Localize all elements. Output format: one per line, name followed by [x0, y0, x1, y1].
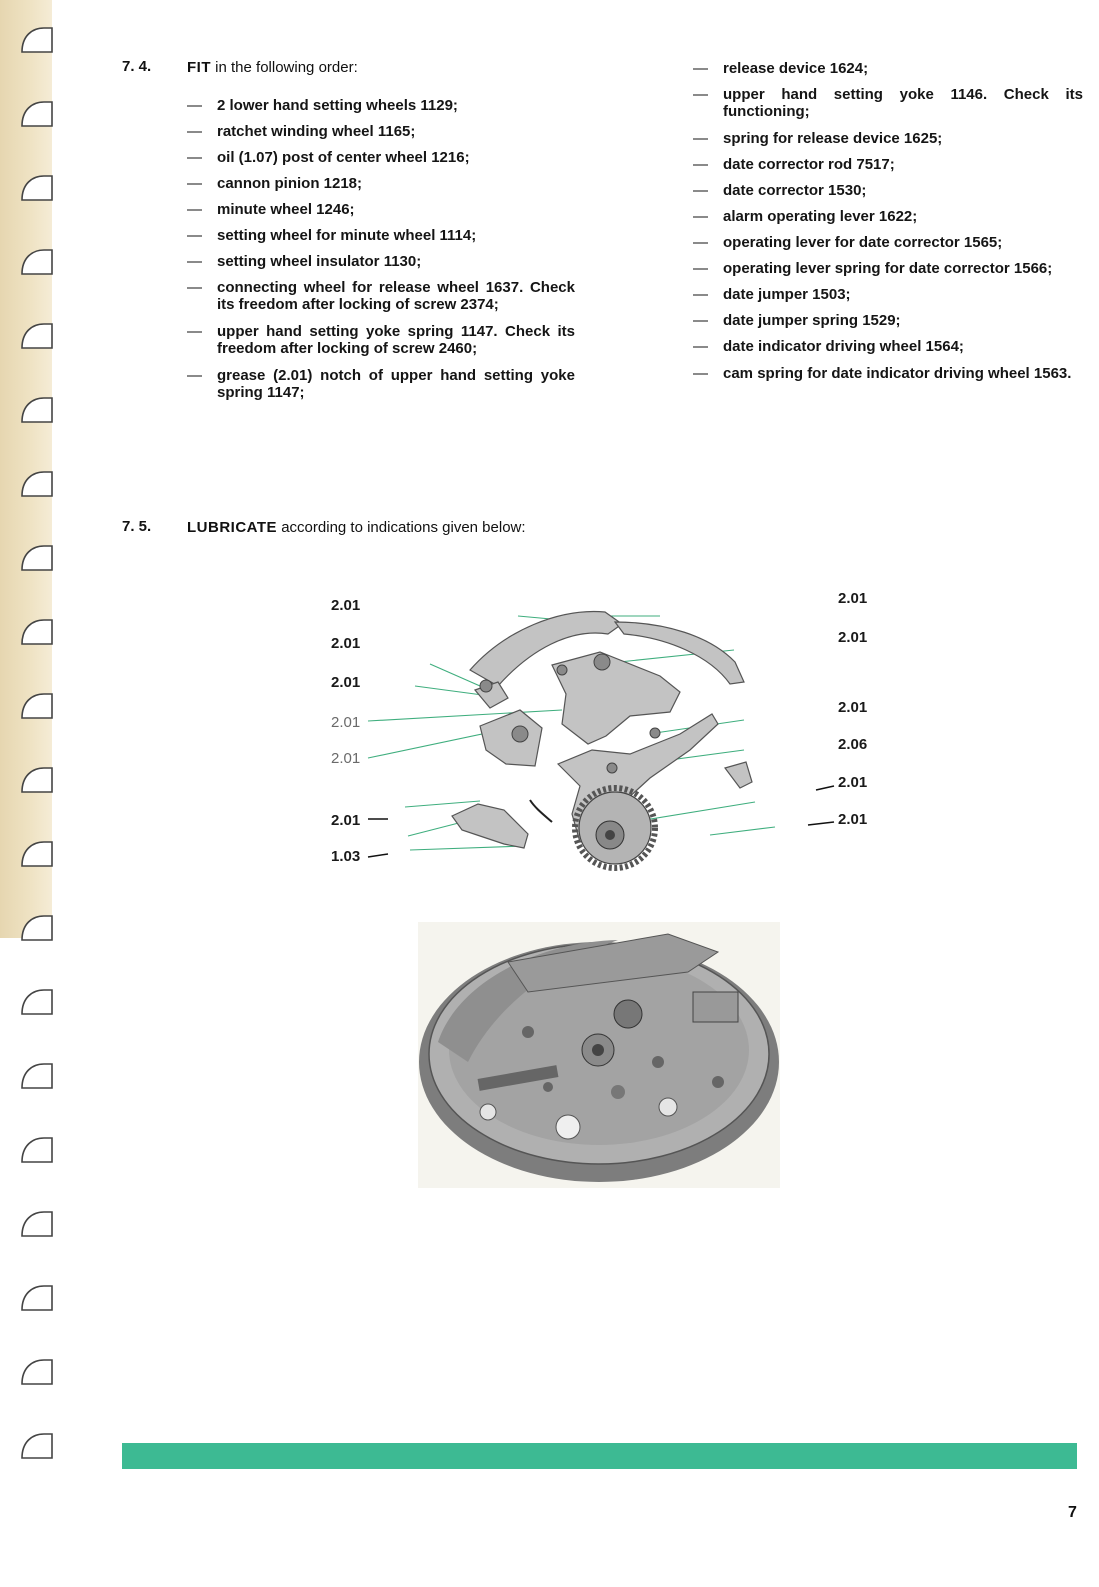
binder-hole: [16, 466, 56, 502]
list-item: — operating lever spring for date corrector 1566;: [693, 260, 1083, 277]
binder-hole: [16, 244, 56, 280]
lubricate-text: according to indications given below:: [281, 519, 526, 536]
list-item: — setting wheel for minute wheel 1114;: [187, 227, 575, 244]
binder-hole: [16, 96, 56, 132]
list-item: — 2 lower hand setting wheels 1129;: [187, 97, 575, 114]
fit-text: in the following order:: [215, 59, 358, 76]
cam-spring-part: [452, 804, 528, 848]
fit-left-list: [187, 97, 575, 401]
list-item: — operating lever for date corrector 1565;: [693, 234, 1083, 251]
list-item: — date corrector rod 7517;: [693, 156, 1083, 173]
plate-hole: [480, 1104, 496, 1120]
lubricate-keyword: LUBRICATE: [187, 519, 278, 536]
binder-hole: [16, 836, 56, 872]
callout-right-4: 2.06: [838, 736, 868, 753]
binder-hole: [16, 1280, 56, 1316]
binder-hole: [16, 1206, 56, 1242]
list-item: — cam spring for date indicator driving wheel 1563.: [693, 365, 1083, 382]
wheel-center: [605, 830, 615, 840]
binder-hole: [16, 688, 56, 724]
leader-line: [710, 827, 775, 835]
callout-left-1: 2.01: [331, 597, 361, 614]
callout-left-7: 1.03: [331, 848, 361, 865]
plate-hole: [659, 1098, 677, 1116]
callout-left-6: 2.01: [331, 812, 361, 829]
screw-pin: [650, 728, 660, 738]
movement-photo: [418, 922, 780, 1188]
date-driving-wheel: [575, 788, 655, 868]
list-item: — grease (2.01) notch of upper hand setting yoke spring 1147;: [187, 367, 575, 401]
section-number-fit: 7. 4.: [122, 58, 152, 75]
binder-hole: [16, 1132, 56, 1168]
callout-right-5: 2.01: [838, 774, 868, 791]
callout-left-5: 2.01: [331, 750, 361, 767]
list-item: — setting wheel insulator 1130;: [187, 253, 575, 270]
side-block: [693, 992, 738, 1022]
binder-hole: [16, 318, 56, 354]
list-item: — connecting wheel for release wheel 1637. Check its freedom after locking of screw 2374;: [187, 279, 575, 313]
list-item: — minute wheel 1246;: [187, 201, 575, 218]
binder-hole: [16, 910, 56, 946]
binder-hole: [16, 170, 56, 206]
list-item: — alarm operating lever 1622;: [693, 208, 1083, 225]
wire-spring: [530, 800, 552, 822]
list-item: — oil (1.07) post of center wheel 1216;: [187, 149, 575, 166]
binder-hole: [16, 1354, 56, 1390]
list-item: — cannon pinion 1218;: [187, 175, 575, 192]
callout-left-4: 2.01: [331, 714, 361, 731]
section-heading-fit: [187, 59, 577, 76]
gear-hole: [614, 1000, 642, 1028]
small-screw: [543, 1082, 553, 1092]
binder-hole: [16, 762, 56, 798]
binder-hole: [16, 22, 56, 58]
binder-hole: [16, 1428, 56, 1464]
fit-keyword: FIT: [187, 59, 211, 76]
fit-right-list: [693, 60, 1083, 382]
list-item: — upper hand setting yoke 1146. Check its functioning;: [693, 86, 1083, 120]
callout-left-3: 2.01: [331, 674, 361, 691]
screw-pin: [512, 726, 528, 742]
tick-mark: [808, 822, 834, 825]
binder-hole: [16, 984, 56, 1020]
callout-left-2: 2.01: [331, 635, 361, 652]
binder-hole: [16, 540, 56, 576]
small-spring-part: [725, 762, 752, 788]
tick-mark: [368, 854, 388, 857]
list-item: — date corrector 1530;: [693, 182, 1083, 199]
plate-hole: [556, 1115, 580, 1139]
callout-right-2: 2.01: [838, 629, 868, 646]
screw-pin: [480, 680, 492, 692]
leader-line: [368, 710, 562, 721]
binder-hole: [16, 392, 56, 428]
lubrication-diagram: [330, 590, 890, 890]
center-pin: [592, 1044, 604, 1056]
callout-right-1: 2.01: [838, 590, 868, 607]
page-number: 7: [1068, 1504, 1077, 1521]
list-item: — release device 1624;: [693, 60, 1083, 77]
callout-right-3: 2.01: [838, 699, 868, 716]
screw-pin: [557, 665, 567, 675]
list-item: — date jumper spring 1529;: [693, 312, 1083, 329]
small-screw: [522, 1026, 534, 1038]
date-corrector-part: [480, 710, 542, 766]
section-number-lubricate: 7. 5.: [122, 518, 152, 535]
screw-pin: [607, 763, 617, 773]
list-item: — ratchet winding wheel 1165;: [187, 123, 575, 140]
small-screw: [611, 1085, 625, 1099]
small-screw: [712, 1076, 724, 1088]
leader-line: [405, 801, 480, 807]
tick-mark: [816, 786, 834, 790]
list-item: — date jumper 1503;: [693, 286, 1083, 303]
list-item: — spring for release device 1625;: [693, 130, 1083, 147]
small-screw: [652, 1056, 664, 1068]
list-item: — upper hand setting yoke spring 1147. Check its freedom after locking of screw 2460;: [187, 323, 575, 357]
footer-accent-bar: [122, 1443, 1077, 1469]
screw-pin: [594, 654, 610, 670]
section-heading-lubricate: [187, 519, 575, 536]
leader-line: [410, 846, 525, 850]
binder-hole: [16, 1058, 56, 1094]
callout-right-6: 2.01: [838, 811, 868, 828]
list-item: — date indicator driving wheel 1564;: [693, 338, 1083, 355]
binder-hole: [16, 614, 56, 650]
operating-lever-part: [552, 652, 680, 744]
